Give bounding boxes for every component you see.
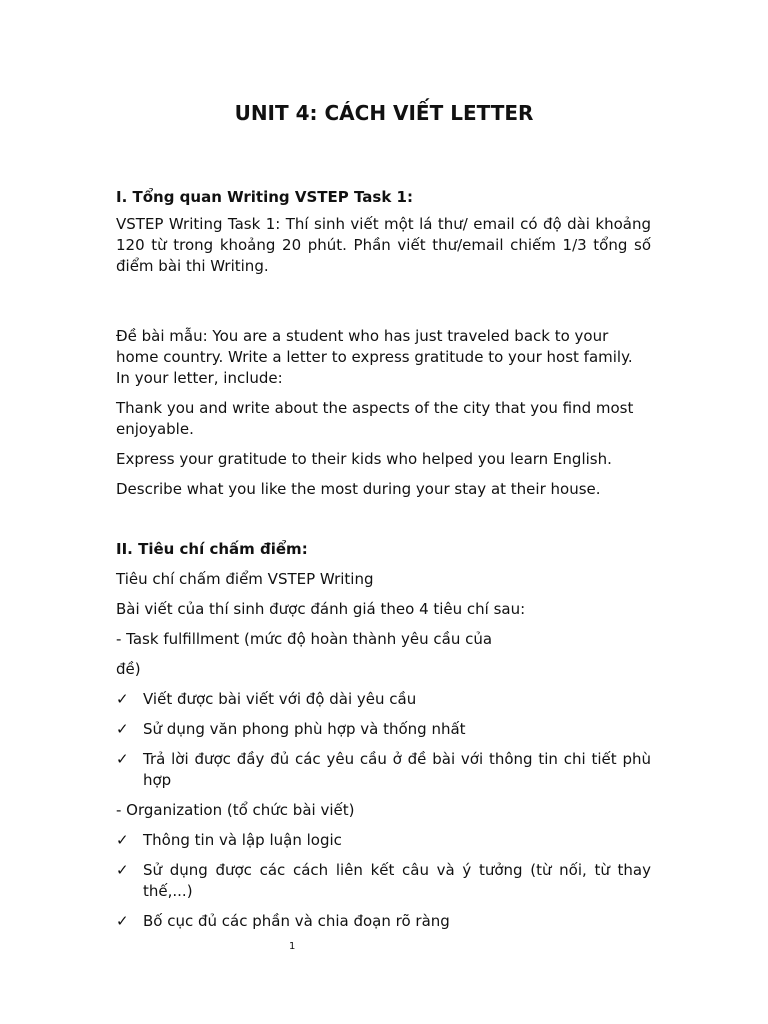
check-item-text: Trả lời được đầy đủ các yêu cầu ở đề bài với thông tin chi tiết phù hợp — [143, 750, 651, 789]
document-title: UNIT 4: CÁCH VIẾT LETTER — [234, 101, 534, 125]
section-1-heading: I. Tổng quan Writing VSTEP Task 1: — [116, 188, 413, 206]
check-item-text: Thông tin và lập luận logic — [143, 831, 342, 849]
page-number: 1 — [289, 941, 296, 952]
check-item-text: Sử dụng được các cách liên kết câu và ý tưởng (từ nối, từ thay thế,...) — [143, 861, 651, 900]
check-mark-icon: ✓ — [116, 831, 129, 849]
check-item-text: Viết được bài viết với độ dài yêu cầu — [143, 690, 417, 708]
criterion-task-fulfillment-cont: đề) — [116, 660, 141, 678]
check-mark-icon: ✓ — [116, 750, 129, 768]
criteria-intro: Bài viết của thí sinh được đánh giá theo 4 tiêu chí sau: — [116, 600, 526, 618]
check-item — [116, 689, 651, 710]
check-mark-icon: ✓ — [116, 720, 129, 738]
criterion-organization: - Organization (tổ chức bài viết) — [116, 801, 355, 819]
prompt-item-2: Express your gratitude to their kids who helped you learn English. — [116, 450, 612, 468]
check-item — [116, 830, 651, 851]
section-1-intro: VSTEP Writing Task 1: Thí sinh viết một lá thư/ email có độ dài khoảng 120 từ trong khoảng 20 phút. Phần viết thư/email chiếm 1/3 tổng số điểm bài thi Writing. — [116, 215, 651, 275]
check-item-text: Bố cục đủ các phần và chia đoạn rõ ràng — [143, 912, 450, 930]
check-item — [116, 911, 651, 932]
check-mark-icon: ✓ — [116, 912, 129, 930]
check-item-text: Sử dụng văn phong phù hợp và thống nhất — [143, 720, 466, 738]
sample-prompt: Đề bài mẫu: You are a student who has just traveled back to your home country. Write a letter to express gratitude to your host family. In your letter, include: — [116, 327, 633, 387]
check-item — [116, 719, 651, 740]
criteria-title: Tiêu chí chấm điểm VSTEP Writing — [116, 570, 374, 588]
check-mark-icon: ✓ — [116, 861, 129, 879]
criterion-task-fulfillment: - Task fulfillment (mức độ hoàn thành yêu cầu của — [116, 630, 493, 648]
prompt-item-1: Thank you and write about the aspects of the city that you find most enjoyable. — [116, 399, 634, 438]
check-mark-icon: ✓ — [116, 690, 129, 708]
prompt-item-3: Describe what you like the most during your stay at their house. — [116, 480, 601, 498]
check-item — [116, 860, 651, 902]
check-item — [116, 749, 651, 791]
section-2-heading: II. Tiêu chí chấm điểm: — [116, 540, 308, 558]
document-body — [116, 187, 651, 932]
